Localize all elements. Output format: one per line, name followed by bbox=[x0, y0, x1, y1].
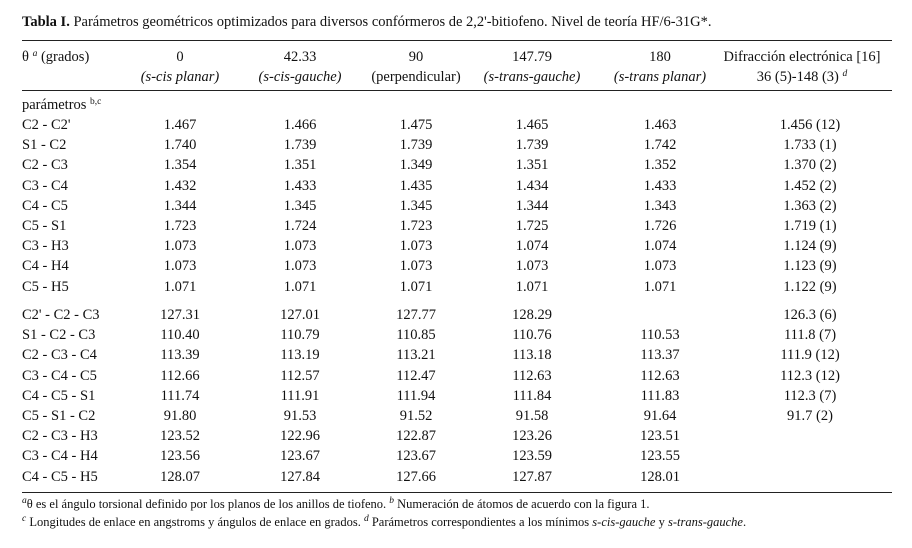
table-cell: 1.452 (2) bbox=[783, 177, 837, 194]
row-label: C3 - C4 bbox=[22, 177, 68, 194]
footnote-b-text: Numeración de átomos de acuerdo con la figura 1. bbox=[394, 497, 650, 511]
table-cell: 123.59 bbox=[512, 448, 552, 465]
column-header-value: 180 bbox=[649, 49, 671, 65]
bond-row bbox=[0, 277, 912, 297]
footnote-c-mark: c bbox=[22, 514, 27, 524]
table-cell: 1.071 bbox=[399, 278, 433, 295]
table-cell: 110.76 bbox=[512, 327, 552, 344]
row-label: C4 - H4 bbox=[22, 258, 69, 275]
table-cell: 1.363 (2) bbox=[783, 197, 837, 214]
table-cell: 128.01 bbox=[640, 468, 680, 485]
row-label: C2 - C3 - H3 bbox=[22, 428, 98, 445]
angle-row bbox=[0, 366, 912, 386]
table-cell: 1.345 bbox=[283, 197, 317, 214]
table-cell: 128.29 bbox=[512, 307, 552, 323]
table-cell: 111.84 bbox=[512, 387, 552, 404]
footnote-line-1 bbox=[22, 496, 650, 512]
table-cell: 113.19 bbox=[280, 347, 320, 364]
table-cell: 1.351 bbox=[283, 157, 317, 174]
table-cell: 112.63 bbox=[512, 367, 552, 384]
table-cell: 110.40 bbox=[160, 327, 200, 344]
table-cell: 1.073 bbox=[515, 258, 549, 275]
table-cell: 123.52 bbox=[160, 428, 200, 445]
table-cell: 112.3 (7) bbox=[783, 387, 837, 404]
row-label: C5 - S1 - C2 bbox=[22, 408, 96, 424]
table-caption-label: Tabla I. bbox=[22, 14, 70, 30]
table-cell: 1.742 bbox=[643, 137, 677, 154]
column-header-value: 90 bbox=[408, 49, 424, 65]
table-cell: 1.344 bbox=[515, 197, 549, 214]
row-label: C4 - C5 - H5 bbox=[22, 468, 98, 485]
table-cell: 1.740 bbox=[163, 137, 197, 154]
table-cell: 1.071 bbox=[163, 278, 197, 295]
table-cell: 91.58 bbox=[515, 408, 549, 424]
table-cell: 1.124 (9) bbox=[783, 238, 837, 255]
angle-row bbox=[0, 386, 912, 406]
footnote-d-mark: d bbox=[363, 514, 369, 524]
table-cell: 1.719 (1) bbox=[783, 218, 837, 234]
row-label: C2 - C2' bbox=[22, 117, 71, 133]
table-cell: 111.83 bbox=[640, 387, 680, 404]
column-header-1 bbox=[240, 47, 360, 87]
table-cell: 1.467 bbox=[163, 117, 197, 133]
table-cell: 1.435 bbox=[399, 177, 433, 194]
table-cell: 1.071 bbox=[515, 278, 549, 295]
angle-row bbox=[0, 325, 912, 345]
row-label: C3 - C4 - C5 bbox=[22, 367, 97, 384]
footnote-line-2 bbox=[22, 514, 746, 530]
table-cell: 1.475 bbox=[399, 117, 433, 133]
params-sup: b,c bbox=[90, 97, 102, 107]
angle-row bbox=[0, 305, 912, 325]
column-header-value: 0 bbox=[176, 49, 184, 65]
table-cell: 112.63 bbox=[640, 367, 680, 384]
angle-row bbox=[0, 467, 912, 487]
theta-unit: (grados) bbox=[37, 49, 90, 65]
table-caption bbox=[22, 14, 711, 31]
bond-row bbox=[0, 135, 912, 155]
table-cell: 1.726 bbox=[643, 218, 677, 234]
table-cell: 1.724 bbox=[283, 218, 317, 234]
table-cell: 127.31 bbox=[160, 307, 200, 323]
table-cell: 1.723 bbox=[163, 218, 197, 234]
table-cell: 110.79 bbox=[280, 327, 320, 344]
table-cell: 1.073 bbox=[643, 258, 677, 275]
angle-row bbox=[0, 345, 912, 365]
table-cell: 1.351 bbox=[515, 157, 549, 174]
table-cell: 1.343 bbox=[643, 197, 677, 214]
table-cell: 111.91 bbox=[280, 387, 320, 404]
table-cell: 1.739 bbox=[283, 137, 317, 154]
row-label: C2' - C2 - C3 bbox=[22, 307, 100, 323]
column-header-label: 36 (5)-148 (3) bbox=[756, 69, 839, 85]
footnote-d-term2: s-trans-gauche bbox=[667, 515, 743, 529]
table-cell: 1.370 (2) bbox=[783, 157, 837, 174]
row-label: C3 - H3 bbox=[22, 238, 69, 255]
row-label: C4 - C5 bbox=[22, 197, 68, 214]
column-header-3 bbox=[472, 47, 592, 87]
bond-row bbox=[0, 236, 912, 256]
table-cell: 1.723 bbox=[399, 218, 433, 234]
table-cell: 1.349 bbox=[399, 157, 433, 174]
angle-row bbox=[0, 406, 912, 426]
column-header-value: 42.33 bbox=[283, 49, 317, 65]
table-cell: 123.67 bbox=[280, 448, 320, 465]
column-header-label-wrap bbox=[712, 67, 892, 87]
column-header-label: (s-cis-gauche) bbox=[258, 69, 342, 85]
params-label bbox=[22, 96, 101, 114]
table-cell: 1.354 bbox=[163, 157, 197, 174]
bond-row bbox=[0, 256, 912, 276]
table-cell: 1.463 bbox=[643, 117, 677, 133]
column-header-0 bbox=[120, 47, 240, 87]
column-header-5 bbox=[712, 47, 892, 87]
table-cell: 1.352 bbox=[643, 157, 677, 174]
table-cell: 1.725 bbox=[515, 218, 549, 234]
table-cell: 113.21 bbox=[396, 347, 436, 364]
row-label: C2 - C3 bbox=[22, 157, 68, 174]
column-header-value: Difracción electrónica [16] bbox=[723, 49, 881, 65]
table-cell: 1.739 bbox=[515, 137, 549, 154]
table-cell: 127.01 bbox=[280, 307, 320, 323]
table-cell: 123.56 bbox=[160, 448, 200, 465]
table-cell: 1.073 bbox=[283, 258, 317, 275]
row-label: C3 - C4 - H4 bbox=[22, 448, 98, 465]
params-label-text: parámetros bbox=[22, 97, 87, 113]
table-cell: 112.3 (12) bbox=[780, 367, 840, 384]
table-cell: 111.74 bbox=[160, 387, 200, 404]
bond-row bbox=[0, 196, 912, 216]
column-header-label: (s-trans-gauche) bbox=[483, 69, 581, 85]
footnote-d-term1: s-cis-gauche bbox=[592, 515, 656, 529]
row-label: C5 - H5 bbox=[22, 278, 69, 295]
table-cell: 1.073 bbox=[283, 238, 317, 255]
table-cell: 122.96 bbox=[280, 428, 320, 445]
table-cell: 1.071 bbox=[643, 278, 677, 295]
table-cell: 127.77 bbox=[396, 307, 436, 323]
row-label: S1 - C2 bbox=[22, 137, 67, 154]
bond-row bbox=[0, 115, 912, 135]
row-label: S1 - C2 - C3 bbox=[22, 327, 96, 344]
table-cell: 1.433 bbox=[643, 177, 677, 194]
footnote-d-join: y bbox=[655, 515, 668, 529]
table-cell: 1.074 bbox=[515, 238, 549, 255]
table-cell: 91.52 bbox=[399, 408, 433, 424]
footnote-a-mark: a bbox=[22, 496, 27, 506]
table-cell: 127.87 bbox=[512, 468, 552, 485]
row-label: C4 - C5 - S1 bbox=[22, 387, 96, 404]
footnote-d-end: . bbox=[742, 515, 747, 529]
table-cell: 1.432 bbox=[163, 177, 197, 194]
column-header-4 bbox=[600, 47, 720, 87]
table-cell: 111.94 bbox=[396, 387, 436, 404]
table-cell: 1.073 bbox=[399, 258, 433, 275]
row-label: C5 - S1 bbox=[22, 218, 67, 234]
table-cell: 1.434 bbox=[515, 177, 549, 194]
column-header-2 bbox=[356, 47, 476, 87]
table-cell: 91.53 bbox=[283, 408, 317, 424]
column-header-value: 147.79 bbox=[512, 49, 552, 65]
table-cell: 113.18 bbox=[512, 347, 552, 364]
bond-row bbox=[0, 176, 912, 196]
table-cell: 1.466 bbox=[283, 117, 317, 133]
table-cell: 127.66 bbox=[396, 468, 436, 485]
table-cell: 1.123 (9) bbox=[783, 258, 837, 275]
table-cell: 126.3 (6) bbox=[783, 307, 837, 323]
column-header-label: (s-cis planar) bbox=[140, 69, 220, 85]
table-cell: 127.84 bbox=[280, 468, 320, 485]
table-cell: 1.456 (12) bbox=[779, 117, 841, 133]
table-cell: 111.8 (7) bbox=[783, 327, 837, 344]
table-cell: 1.073 bbox=[163, 238, 197, 255]
footnote-b-mark: b bbox=[389, 496, 395, 506]
table-cell: 128.07 bbox=[160, 468, 200, 485]
table-cell: 122.87 bbox=[396, 428, 436, 445]
bond-row bbox=[0, 155, 912, 175]
footnote-a-text: θ es el ángulo torsional definido por los planos de los anillos de tiofeno. bbox=[26, 497, 390, 511]
table-cell: 123.67 bbox=[396, 448, 436, 465]
footnote-c-text: Longitudes de enlace en angstroms y ángulos de enlace en grados. bbox=[26, 515, 364, 529]
table-cell: 1.739 bbox=[399, 137, 433, 154]
column-header-sup: d bbox=[842, 69, 848, 79]
angle-row bbox=[0, 426, 912, 446]
table-cell: 123.26 bbox=[512, 428, 552, 445]
column-header-label: (s-trans planar) bbox=[613, 69, 707, 85]
header-rule bbox=[22, 90, 892, 91]
theta-header bbox=[22, 47, 89, 67]
table-cell: 91.7 (2) bbox=[787, 408, 833, 424]
bond-row bbox=[0, 216, 912, 236]
table-cell: 123.55 bbox=[640, 448, 680, 465]
table-cell: 111.9 (12) bbox=[780, 347, 840, 364]
table-cell: 123.51 bbox=[640, 428, 680, 445]
table-cell: 91.64 bbox=[643, 408, 677, 424]
table-cell: 113.37 bbox=[640, 347, 680, 364]
row-label: C2 - C3 - C4 bbox=[22, 347, 97, 364]
table-cell: 1.465 bbox=[515, 117, 549, 133]
top-rule bbox=[22, 40, 892, 41]
table-cell: 1.733 (1) bbox=[783, 137, 837, 154]
table-cell: 1.433 bbox=[283, 177, 317, 194]
table-cell: 110.53 bbox=[640, 327, 680, 344]
table-cell: 113.39 bbox=[160, 347, 200, 364]
theta-sup: a bbox=[32, 49, 38, 59]
table-cell: 1.344 bbox=[163, 197, 197, 214]
table-cell: 112.47 bbox=[396, 367, 436, 384]
table-cell: 1.071 bbox=[283, 278, 317, 295]
table-cell: 1.345 bbox=[399, 197, 433, 214]
angle-row bbox=[0, 446, 912, 466]
table-cell: 112.57 bbox=[280, 367, 320, 384]
table-cell: 1.073 bbox=[163, 258, 197, 275]
table-cell: 110.85 bbox=[396, 327, 436, 344]
theta-symbol: θ bbox=[22, 49, 29, 65]
column-header-label: (perpendicular) bbox=[371, 69, 461, 85]
table-cell: 91.80 bbox=[163, 408, 197, 424]
table-cell: 1.074 bbox=[643, 238, 677, 255]
table-caption-text: Parámetros geométricos optimizados para diversos confórmeros de 2,2'-bitiofeno. Nivel de teoría HF/6-31G*. bbox=[69, 14, 712, 30]
bottom-rule bbox=[22, 492, 892, 493]
footnote-d-text: Parámetros correspondientes a los mínimos bbox=[368, 515, 593, 529]
table-cell: 1.073 bbox=[399, 238, 433, 255]
table-cell: 1.122 (9) bbox=[783, 278, 837, 295]
table-cell: 112.66 bbox=[160, 367, 200, 384]
